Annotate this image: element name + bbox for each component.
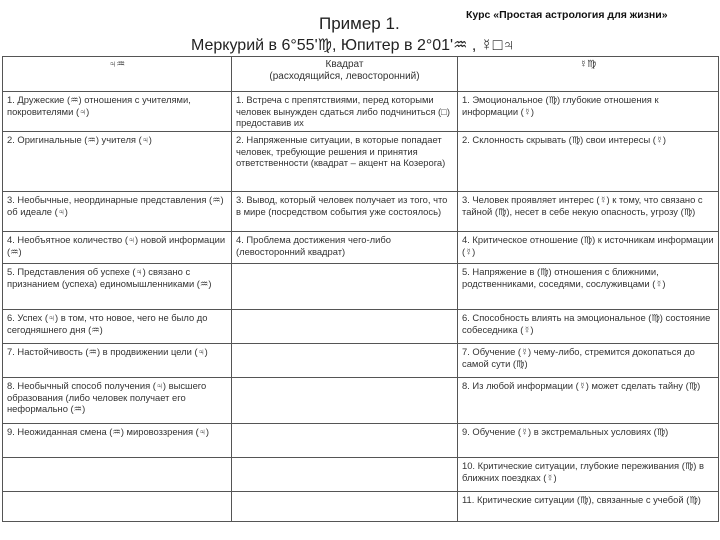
table-row [3,378,719,424]
table-cell [232,424,458,458]
header-square: Квадрат (расходящийся, левосторонний) [232,57,458,92]
table-cell: 1. Встреча с препятствиями, перед которыми человек вынужден сдаться либо подчиниться (□) предоставив их [232,92,458,132]
table-row [3,458,719,492]
table-cell: 7. Обучение (☿) чему-либо, стремится докопаться до самой сути (♍) [458,344,719,378]
table-cell [232,344,458,378]
table-cell: 9. Неожиданная смена (♒) мировоззрения (♃) [3,424,232,458]
table-header-row [3,57,719,92]
table-cell [232,310,458,344]
table-cell: 3. Вывод, который человек получает из того, что в мире (посредством события уже состоялось) [232,192,458,232]
table-cell: 9. Обучение (☿) в экстремальных условиях (♍) [458,424,719,458]
table-cell [232,492,458,522]
table-row [3,264,719,310]
table-row [3,232,719,264]
course-title: Курс «Простая астрология для жизни» [466,9,668,21]
header-mercury-scorpio: ☿♍ [458,57,719,92]
table-cell: 4. Критическое отношение (♍) к источникам информации (☿) [458,232,719,264]
table-cell: 6. Способность влиять на эмоциональное (♍) состояние собеседника (☿) [458,310,719,344]
header-jupiter-aquarius: ♃♒ [3,57,232,92]
table-cell: 2. Оригинальные (♒) учителя (♃) [3,132,232,192]
table-cell: 5. Представления об успехе (♃) связано с признанием (успеха) единомышленниками (♒) [3,264,232,310]
example-title: Пример 1. [319,14,400,33]
table-cell: 10. Критические ситуации, глубокие переживания (♍) в ближних поездках (☿) [458,458,719,492]
table-cell: 4. Необъятное количество (♃) новой информации (♒) [3,232,232,264]
table-cell [3,458,232,492]
table-cell [232,458,458,492]
table-row [3,424,719,458]
table-cell: 3. Необычные, неординарные представления (♒) об идеале (♃) [3,192,232,232]
table-cell [3,492,232,522]
table-cell: 11. Критические ситуации (♍), связанные с учебой (♍) [458,492,719,522]
table-cell: 1. Дружеские (♒) отношения с учителями, покровителями (♃) [3,92,232,132]
table-cell: 8. Необычный способ получения (♃) высшего образования (либо человек получает его неформально (♒) [3,378,232,424]
table-row [3,192,719,232]
table-cell: 8. Из любой информации (☿) может сделать тайну (♍) [458,378,719,424]
table-row [3,132,719,192]
table-cell [232,378,458,424]
table-cell: 7. Настойчивость (♒) в продвижении цели (♃) [3,344,232,378]
table-row [3,492,719,522]
table-cell: 1. Эмоциональное (♍) глубокие отношения к информации (☿) [458,92,719,132]
table-cell: 5. Напряжение в (♍) отношения с ближними, родственниками, соседями, сослуживцами (☿) [458,264,719,310]
table-cell: 2. Напряженные ситуации, в которые попадает человек, требующие решения и принятия ответственности (квадрат – акцент на Козерога) [232,132,458,192]
aspect-table [2,56,719,522]
aspect-subtitle: Меркурий в 6°55'♍, Юпитер в 2°01'♒ , ☿□♃ [191,37,515,54]
table-row [3,344,719,378]
table-row [3,310,719,344]
table-row [3,92,719,132]
table-cell [232,264,458,310]
table-cell: 3. Человек проявляет интерес (☿) к тому, что связано с тайной (♍), несет в себе некую опасность, угрозу (♍) [458,192,719,232]
table-cell: 6. Успех (♃) в том, что новое, чего не было до сегодняшнего дня (♒) [3,310,232,344]
table-cell: 4. Проблема достижения чего-либо (левосторонний квадрат) [232,232,458,264]
table-cell: 2. Склонность скрывать (♍) свои интересы (☿) [458,132,719,192]
